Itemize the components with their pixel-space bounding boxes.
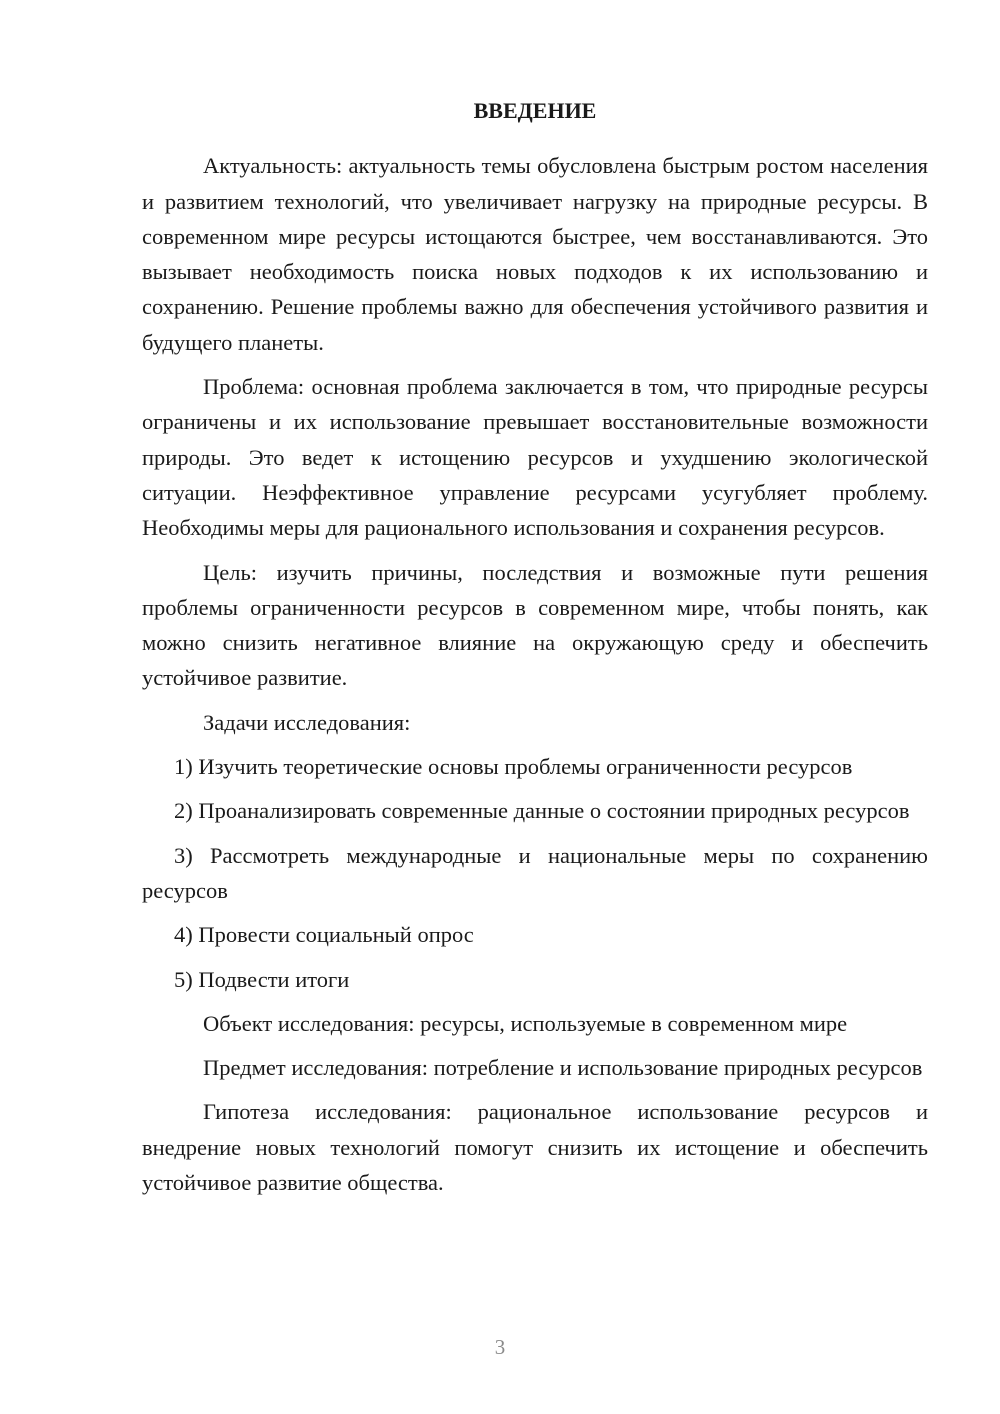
hypothesis-paragraph: Гипотеза исследования: рациональное использование ресурсов и внедрение новых технологий помогут снизить их истощение и обеспечить устойчивое развитие общества. — [142, 1099, 928, 1196]
task-item: 5) Подвести итоги — [174, 966, 350, 992]
problem-paragraph: Проблема: основная проблема заключается в том, что природные ресурсы ограничены и их использование превышает восстановительные возможности природы. Это ведет к истощению ресурсов и ухудшению экологической ситуации. Неэффективное управление ресурсами усугубляет проблему. Необходимы меры для рационального использования и сохранения ресурсов. — [142, 374, 928, 541]
goal-paragraph: Цель: изучить причины, последствия и возможные пути решения проблемы ограниченности ресурсов в современном мире, чтобы понять, как можно снизить негативное влияние на окружающую среду и обеспечить устойчивое развитие. — [142, 559, 928, 691]
task-item: 1) Изучить теоретические основы проблемы ограниченности ресурсов — [174, 754, 853, 780]
relevance-paragraph: Актуальность: актуальность темы обусловлена быстрым ростом населения и развитием технологий, что увеличивает нагрузку на природные ресурсы. В современном мире ресурсы истощаются быстрее, чем восстанавливаются. Это вызывает необходимость поиска новых подходов к их использованию и сохранению. Решение проблемы важно для обеспечения устойчивого развития и будущего планеты. — [142, 153, 928, 355]
page-number: 3 — [494, 1335, 506, 1359]
research-object-paragraph: Объект исследования: ресурсы, используемые в современном мире — [203, 1010, 848, 1036]
tasks-heading: Задачи исследования: — [203, 709, 411, 735]
page-content — [142, 93, 928, 1209]
task-item: 4) Провести социальный опрос — [174, 922, 474, 948]
task-item: 2) Проанализировать современные данные о состоянии природных ресурсов — [174, 798, 910, 824]
page-title: ВВЕДЕНИЕ — [473, 98, 597, 123]
task-item: 3) Рассмотреть международные и национальные меры по сохранению ресурсов — [142, 842, 928, 903]
research-subject-paragraph: Предмет исследования: потребление и использование природных ресурсов — [203, 1055, 923, 1081]
